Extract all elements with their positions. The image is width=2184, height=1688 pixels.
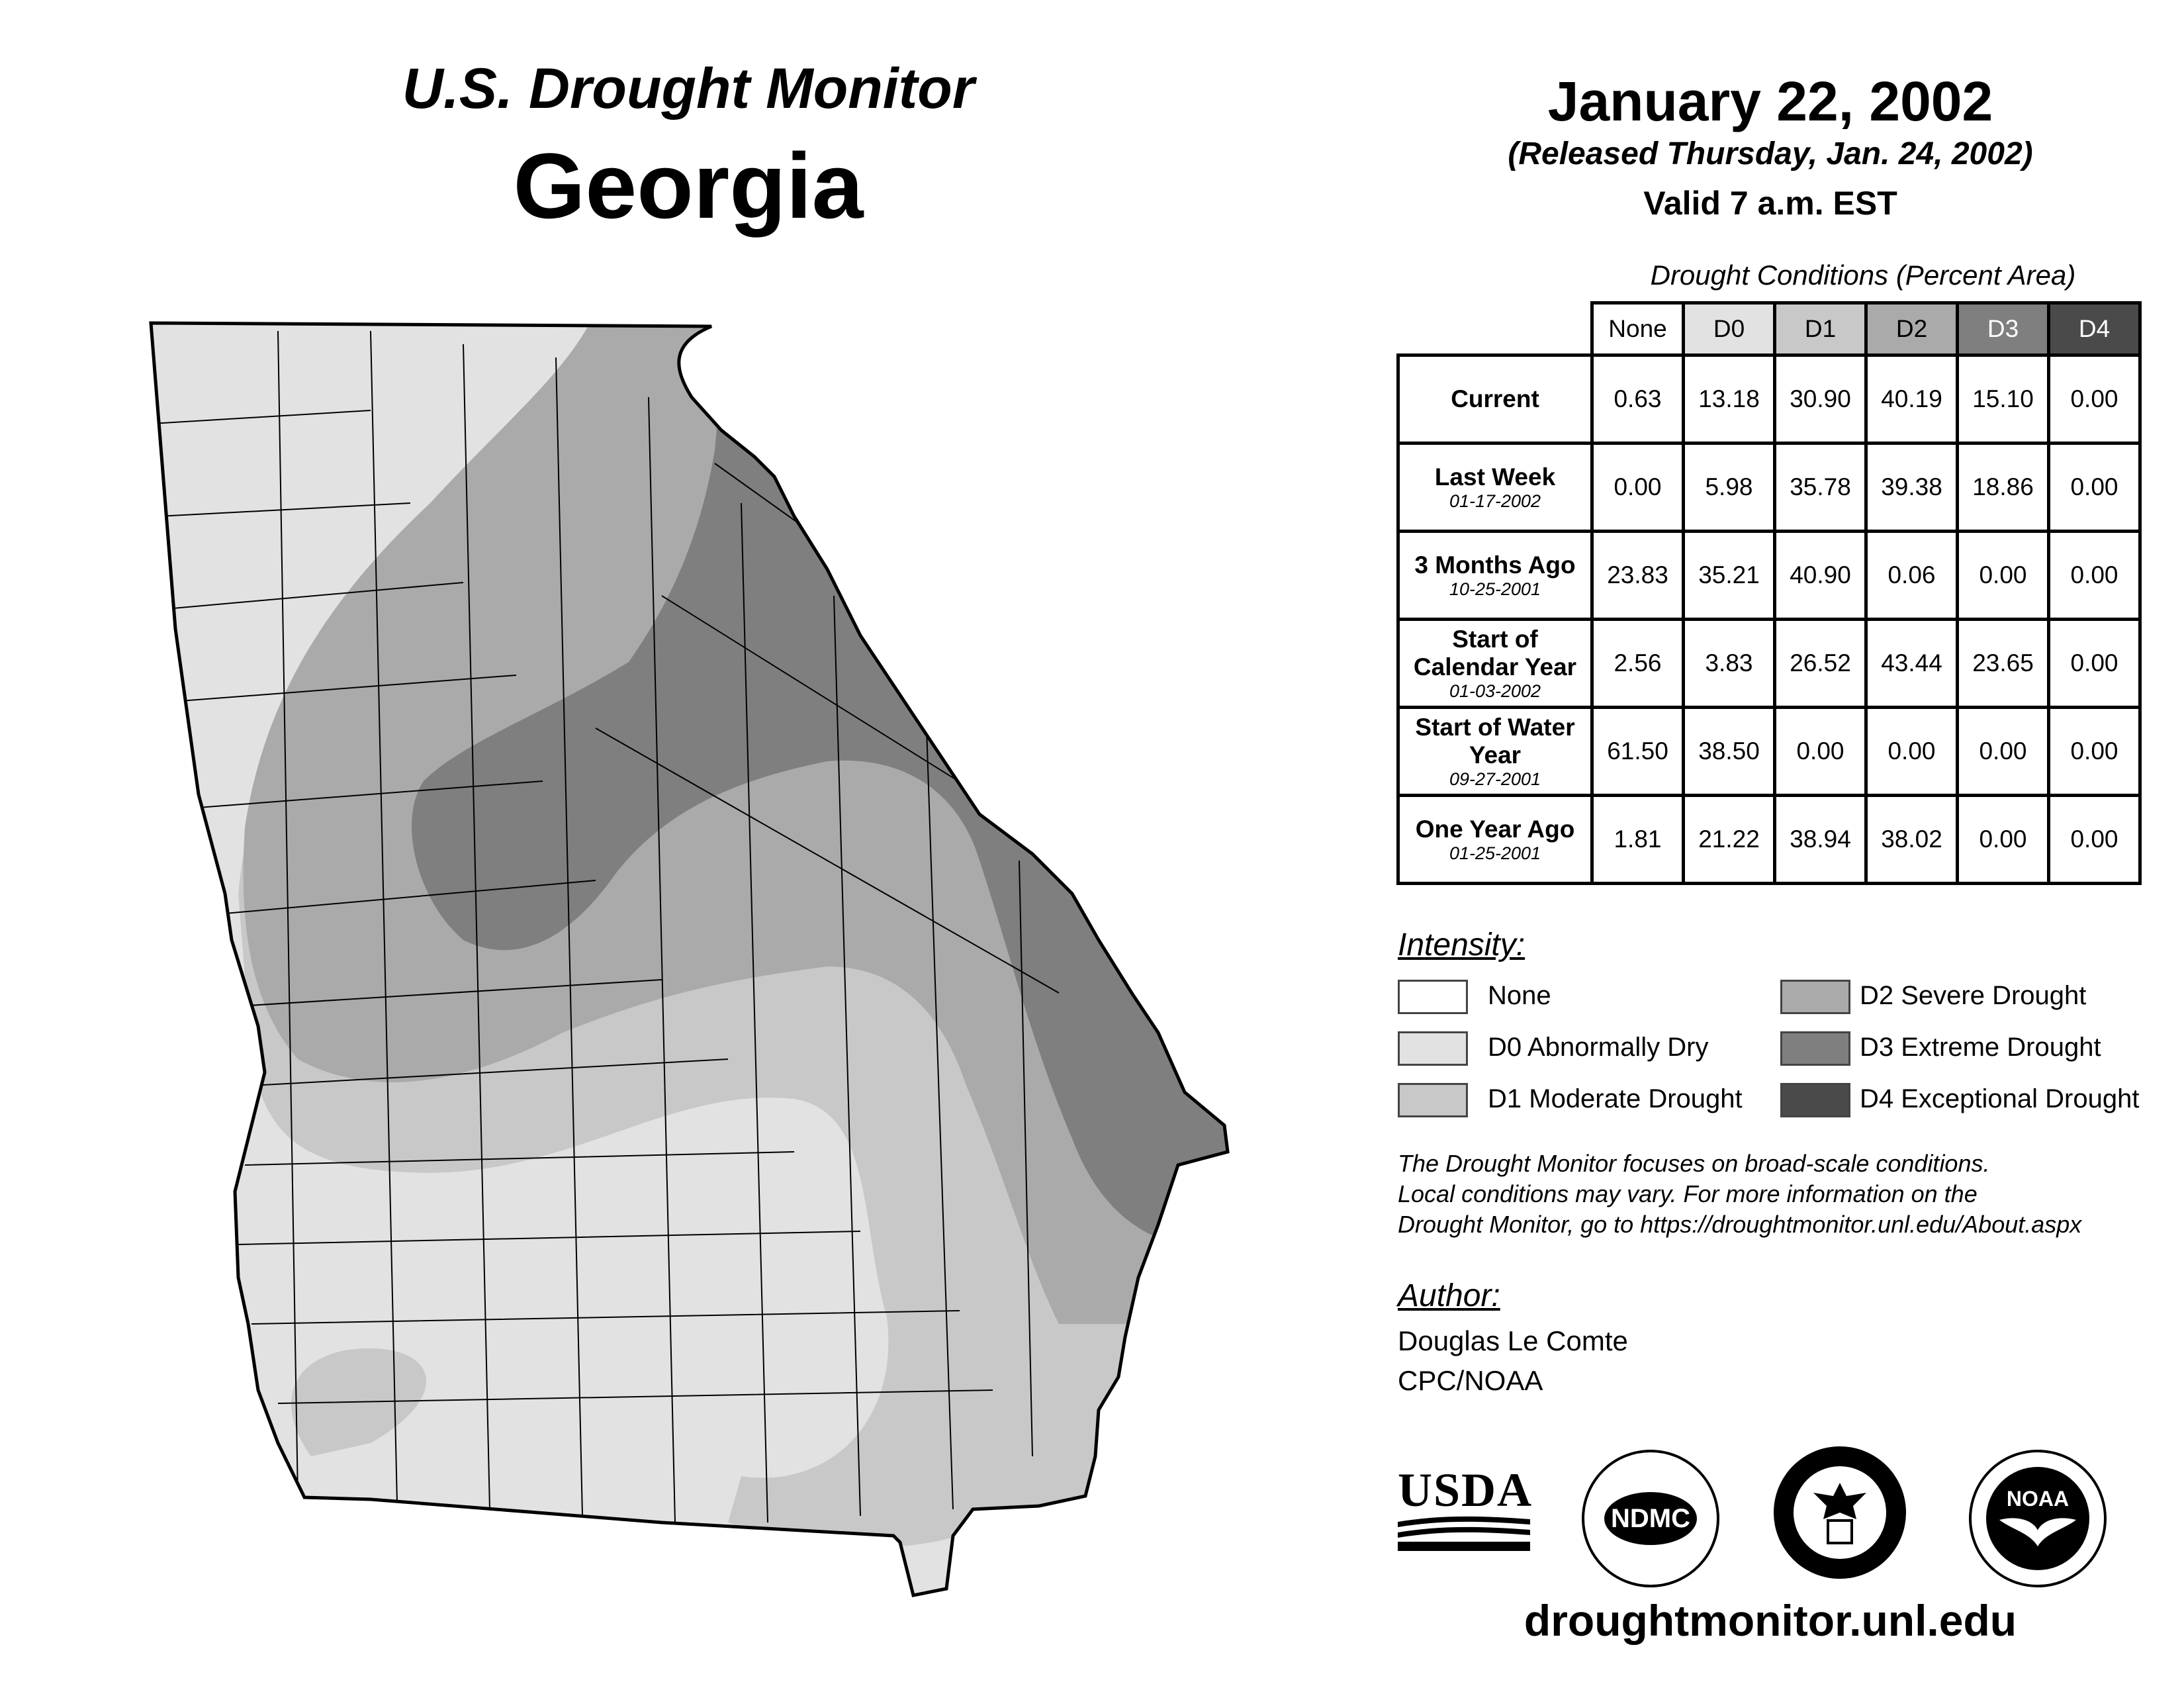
release-date: (Released Thursday, Jan. 24, 2002)	[1508, 136, 2033, 171]
row-label	[1398, 620, 1592, 708]
row-label	[1398, 444, 1592, 532]
row-label-text: Start of Water Year	[1415, 714, 1575, 769]
legend-label-none: None	[1488, 981, 1551, 1010]
table-cell: 0.00	[1958, 532, 2049, 620]
note-line-2: Local conditions may vary. For more information on the	[1398, 1180, 1978, 1207]
table-cell: 3.83	[1684, 620, 1775, 708]
table-cell: 15.10	[1958, 355, 2049, 444]
legend-label-d2: D2 Severe Drought	[1860, 981, 2087, 1010]
row-date: 01-17-2002	[1449, 491, 1541, 511]
usda-field-icon	[1398, 1514, 1530, 1554]
table-cell: 1.81	[1592, 796, 1684, 884]
table-cell: 0.00	[2049, 796, 2140, 884]
note-line-1: The Drought Monitor focuses on broad-scale conditions.	[1398, 1150, 1990, 1177]
table-cell: 40.90	[1775, 532, 1866, 620]
row-date: 01-25-2001	[1449, 843, 1541, 863]
noaa-bird-icon	[1986, 1467, 2089, 1570]
drought-areas	[132, 311, 1257, 1622]
table-row	[1398, 532, 2140, 620]
row-date: 09-27-2001	[1449, 769, 1541, 789]
footer-url[interactable]: droughtmonitor.unl.edu	[1524, 1596, 2017, 1645]
noaa-wordmark: NOAA	[2006, 1487, 2070, 1511]
col-header-d2: D2	[1866, 303, 1958, 355]
table-row	[1398, 355, 2140, 444]
table-row	[1398, 796, 2140, 884]
noaa-logo	[1969, 1450, 2107, 1587]
row-label	[1398, 708, 1592, 796]
table-cell: 0.00	[1866, 708, 1958, 796]
eagle-icon	[1794, 1466, 1886, 1559]
row-label	[1398, 796, 1592, 884]
monitor-title: U.S. Drought Monitor	[402, 57, 975, 120]
table-cell: 0.00	[2049, 620, 2140, 708]
legend-swatch-d2	[1780, 980, 1850, 1014]
table-cell: 40.19	[1866, 355, 1958, 444]
legend-label-d4: D4 Exceptional Drought	[1860, 1084, 2140, 1113]
table-row	[1398, 444, 2140, 532]
state-title: Georgia	[513, 134, 864, 238]
table-cell: 23.83	[1592, 532, 1684, 620]
ndmc-logo	[1582, 1450, 1719, 1587]
table-cell: 0.63	[1592, 355, 1684, 444]
table-cell: 0.00	[1775, 708, 1866, 796]
table-cell: 0.00	[2049, 355, 2140, 444]
table-cell: 0.00	[2049, 708, 2140, 796]
table-cell: 18.86	[1958, 444, 2049, 532]
legend-swatch-none	[1398, 980, 1468, 1014]
table-cell: 0.00	[1958, 708, 2049, 796]
legend-label-d3: D3 Extreme Drought	[1860, 1033, 2101, 1062]
table-row	[1398, 620, 2140, 708]
row-label-text: 3 Months Ago	[1414, 551, 1576, 579]
row-label	[1398, 355, 1592, 444]
col-header-d3: D3	[1958, 303, 2049, 355]
table-cell: 13.18	[1684, 355, 1775, 444]
commerce-seal	[1774, 1446, 1906, 1579]
map-date: January 22, 2002	[1547, 70, 1993, 132]
col-header-d1: D1	[1775, 303, 1866, 355]
table-cell: 39.38	[1866, 444, 1958, 532]
legend-swatch-d3	[1780, 1031, 1850, 1066]
table-cell: 35.21	[1684, 532, 1775, 620]
col-header-d4: D4	[2049, 303, 2140, 355]
table-cell: 23.65	[1958, 620, 2049, 708]
noaa-inner	[1986, 1467, 2089, 1570]
table-header-row	[1398, 303, 2140, 355]
ndmc-wordmark: NDMC	[1604, 1492, 1697, 1545]
table-row	[1398, 708, 2140, 796]
row-label-text: Start of Calendar Year	[1413, 626, 1577, 680]
legend-swatch-d1	[1398, 1083, 1468, 1117]
legend-label-d0: D0 Abnormally Dry	[1488, 1033, 1709, 1062]
table-cell: 0.06	[1866, 532, 1958, 620]
legend-swatch-d0	[1398, 1031, 1468, 1066]
row-date: 10-25-2001	[1449, 579, 1541, 599]
usda-wordmark: USDA	[1398, 1464, 1533, 1517]
drought-table	[1396, 301, 2142, 885]
commerce-seal-inner	[1794, 1466, 1886, 1559]
note-line-3: Drought Monitor, go to https://droughtmonitor.unl.edu/About.aspx	[1398, 1211, 2082, 1238]
table-cell: 21.22	[1684, 796, 1775, 884]
row-label-text: One Year Ago	[1415, 816, 1575, 843]
legend-swatch-d4	[1780, 1083, 1850, 1117]
legend-title: Intensity:	[1398, 927, 1525, 962]
legend-label-d1: D1 Moderate Drought	[1488, 1084, 1743, 1113]
author-name: Douglas Le Comte	[1398, 1325, 1628, 1356]
usda-logo	[1398, 1464, 1533, 1559]
row-label	[1398, 532, 1592, 620]
col-header-d0: D0	[1684, 303, 1775, 355]
row-label-text: Current	[1451, 385, 1539, 412]
table-cell: 5.98	[1684, 444, 1775, 532]
table-cell: 35.78	[1775, 444, 1866, 532]
table-cell: 30.90	[1775, 355, 1866, 444]
table-cell: 38.02	[1866, 796, 1958, 884]
table-cell: 38.50	[1684, 708, 1775, 796]
table-cell: 43.44	[1866, 620, 1958, 708]
table-cell: 26.52	[1775, 620, 1866, 708]
row-date: 01-03-2002	[1449, 681, 1541, 701]
table-cell: 2.56	[1592, 620, 1684, 708]
table-cell: 0.00	[2049, 444, 2140, 532]
table-cell: 61.50	[1592, 708, 1684, 796]
disclaimer-note	[1398, 1149, 2165, 1240]
author-heading: Author:	[1398, 1278, 1500, 1313]
table-cell: 0.00	[1958, 796, 2049, 884]
header-blank	[1398, 303, 1592, 355]
table-cell: 38.94	[1775, 796, 1866, 884]
valid-time: Valid 7 a.m. EST	[1643, 185, 1897, 222]
table-caption: Drought Conditions (Percent Area)	[1650, 259, 2076, 291]
col-header-none: None	[1592, 303, 1684, 355]
table-cell: 0.00	[1592, 444, 1684, 532]
row-label-text: Last Week	[1434, 463, 1556, 491]
table-cell: 0.00	[2049, 532, 2140, 620]
author-org: CPC/NOAA	[1398, 1365, 1543, 1396]
